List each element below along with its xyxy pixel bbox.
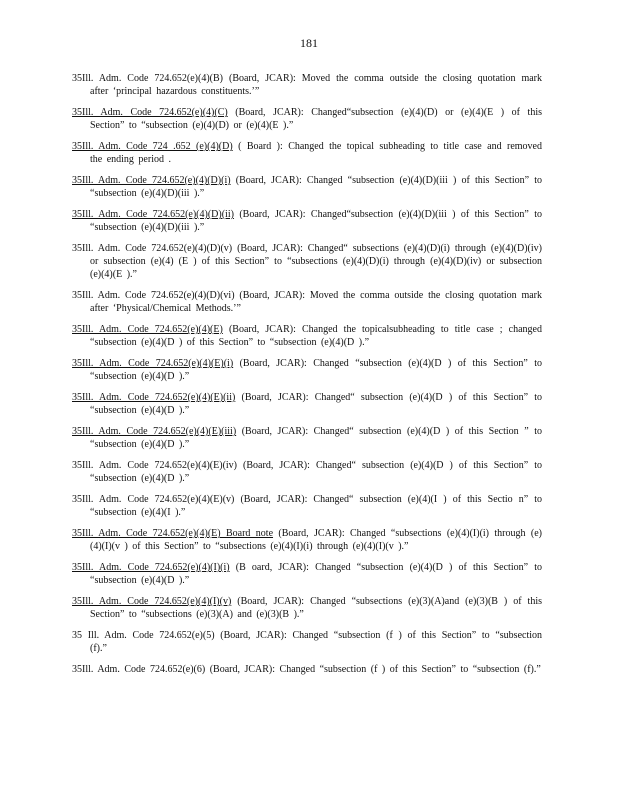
citation: 35 Ill. Adm. Code 724.652(e)(5) [72,630,215,641]
citation: 35Ill. Adm. Code 724 .652 (e)(4)(D) [72,141,233,152]
errata-entry [72,527,542,553]
errata-entry [72,663,542,676]
errata-entry [72,323,542,349]
change-description: (Board, JCAR): Changed“ subsection (e)(4)(D ) of this Section” to “subsection (e)(4)(D ).” [90,460,542,484]
change-description: (B oard, JCAR): Changed “subsection (e)(4)(D ) of this Section” to “subsection (e)(4)(D ).” [90,562,542,586]
change-description: (Board, JCAR): Moved the comma outside the closing quotation mark after ‘Physical/Chemical Methods.’” [90,290,542,314]
errata-entry [72,425,542,451]
errata-entry [72,459,542,485]
change-description: (Board, JCAR): Changed“ subsection (e)(4)(D ) of this Section ” to “subsection (e)(4)(D ).” [90,426,542,450]
citation: 35Ill. Adm. Code 724.652(e)(4)(E) Board note [72,528,274,539]
change-description: (Board, JCAR): Changed “subsection (f ) of this Section” to “subsection (f).” [90,630,543,654]
change-description: (Board, JCAR): Changed “subsections (e)(3)(A)and (e)(3)(B ) of this Section” to “subsections (e)(3)(A) and (e)(3)(B ).” [90,596,542,620]
citation: 35Ill. Adm. Code 724.652(e)(4)(E)(ii) [72,392,236,403]
errata-entry [72,561,542,587]
errata-list [72,72,542,684]
errata-entry [72,140,542,166]
change-description: ( Board ): Changed the topical subheading to title case and removed the ending period . [90,141,542,165]
errata-entry [72,174,542,200]
change-description: (Board, JCAR): Changed“subsection (e)(4)(D)(iii ) of this Section” to “subsection (e)(4)(D)(iii ).” [90,209,542,233]
citation: 35Ill. Adm. Code 724.652(e)(4)(D)(v) [72,243,233,254]
change-description: (Board, JCAR): Changed“ subsections (e)(4)(D)(i) through (e)(4)(D)(iv) or subsection (e)(4) (E ) of this Section” to “subsections (e)(4)(D)(i) through (e)(4)(D)(iv) or subsection (e)(4)(E ).” [90,243,542,280]
citation: 35Ill. Adm. Code 724.652(e)(4)(E) [72,324,223,335]
change-description: (Board, JCAR): Changed“subsection (e)(4)(D) or (e)(4)(E ) of this Section” to “subsection (e)(4)(D) or (e)(4)(E ).” [90,107,542,131]
citation: 35Ill. Adm. Code 724.652(e)(4)(E)(iii) [72,426,237,437]
errata-entry [72,595,542,621]
citation: 35Ill. Adm. Code 724.652(e)(4)(D)(vi) [72,290,235,301]
citation: 35Ill. Adm. Code 724.652(e)(4)(I)(v) [72,596,232,607]
citation: 35Ill. Adm. Code 724.652(e)(6) [72,664,206,675]
change-description: (Board, JCAR): Changed the topicalsubheading to title case ; changed “subsection (e)(4)(D ) of this Section” to “subsection (e)(4)(D ).” [90,324,542,348]
errata-entry [72,72,542,98]
change-description: (Board, JCAR): Changed “subsection (f ) of this Section” to “subsection (f).” [205,664,541,675]
errata-entry [72,106,542,132]
errata-entry [72,493,542,519]
citation: 35Ill. Adm. Code 724.652(e)(4)(E)(i) [72,358,234,369]
change-description: (Board, JCAR): Changed “subsection (e)(4)(D)(iii ) of this Section” to “subsection (e)(4)(D)(iii ).” [90,175,542,199]
errata-entry [72,242,542,281]
errata-entry [72,357,542,383]
change-description: (Board, JCAR): Changed “subsections (e)(4)(I)(i) through (e)(4)(I)(v ) of this Section” to “subsections (e)(4)(I)(i) through (e)(4)(I)(v ).” [90,528,542,552]
change-description: (Board, JCAR): Changed“ subsection (e)(4)(D ) of this Section” to “subsection (e)(4)(D ).” [90,392,542,416]
errata-entry [72,208,542,234]
errata-entry [72,391,542,417]
page-number: 181 [300,36,318,50]
change-description: (Board, JCAR): Changed“ subsection (e)(4)(I ) of this Sectio n” to “subsection (e)(4)(I ).” [90,494,542,518]
change-description: (Board, JCAR): Moved the comma outside the closing quotation mark after ‘principal hazardous constituents.’” [90,73,542,97]
citation: 35Ill. Adm. Code 724.652(e)(4)(D)(ii) [72,209,234,220]
errata-entry [72,289,542,315]
citation: 35Ill. Adm. Code 724.652(e)(4)(E)(v) [72,494,235,505]
citation: 35Ill. Adm. Code 724.652(e)(4)(B) [72,73,223,84]
citation: 35Ill. Adm. Code 724.652(e)(4)(C) [72,107,228,118]
citation: 35Ill. Adm. Code 724.652(e)(4)(I)(i) [72,562,230,573]
citation: 35Ill. Adm. Code 724.652(e)(4)(E)(iv) [72,460,238,471]
errata-entry [72,629,542,655]
citation: 35Ill. Adm. Code 724.652(e)(4)(D)(i) [72,175,231,186]
change-description: (Board, JCAR): Changed “subsection (e)(4)(D ) of this Section” to “subsection (e)(4)(D ).” [90,358,542,382]
